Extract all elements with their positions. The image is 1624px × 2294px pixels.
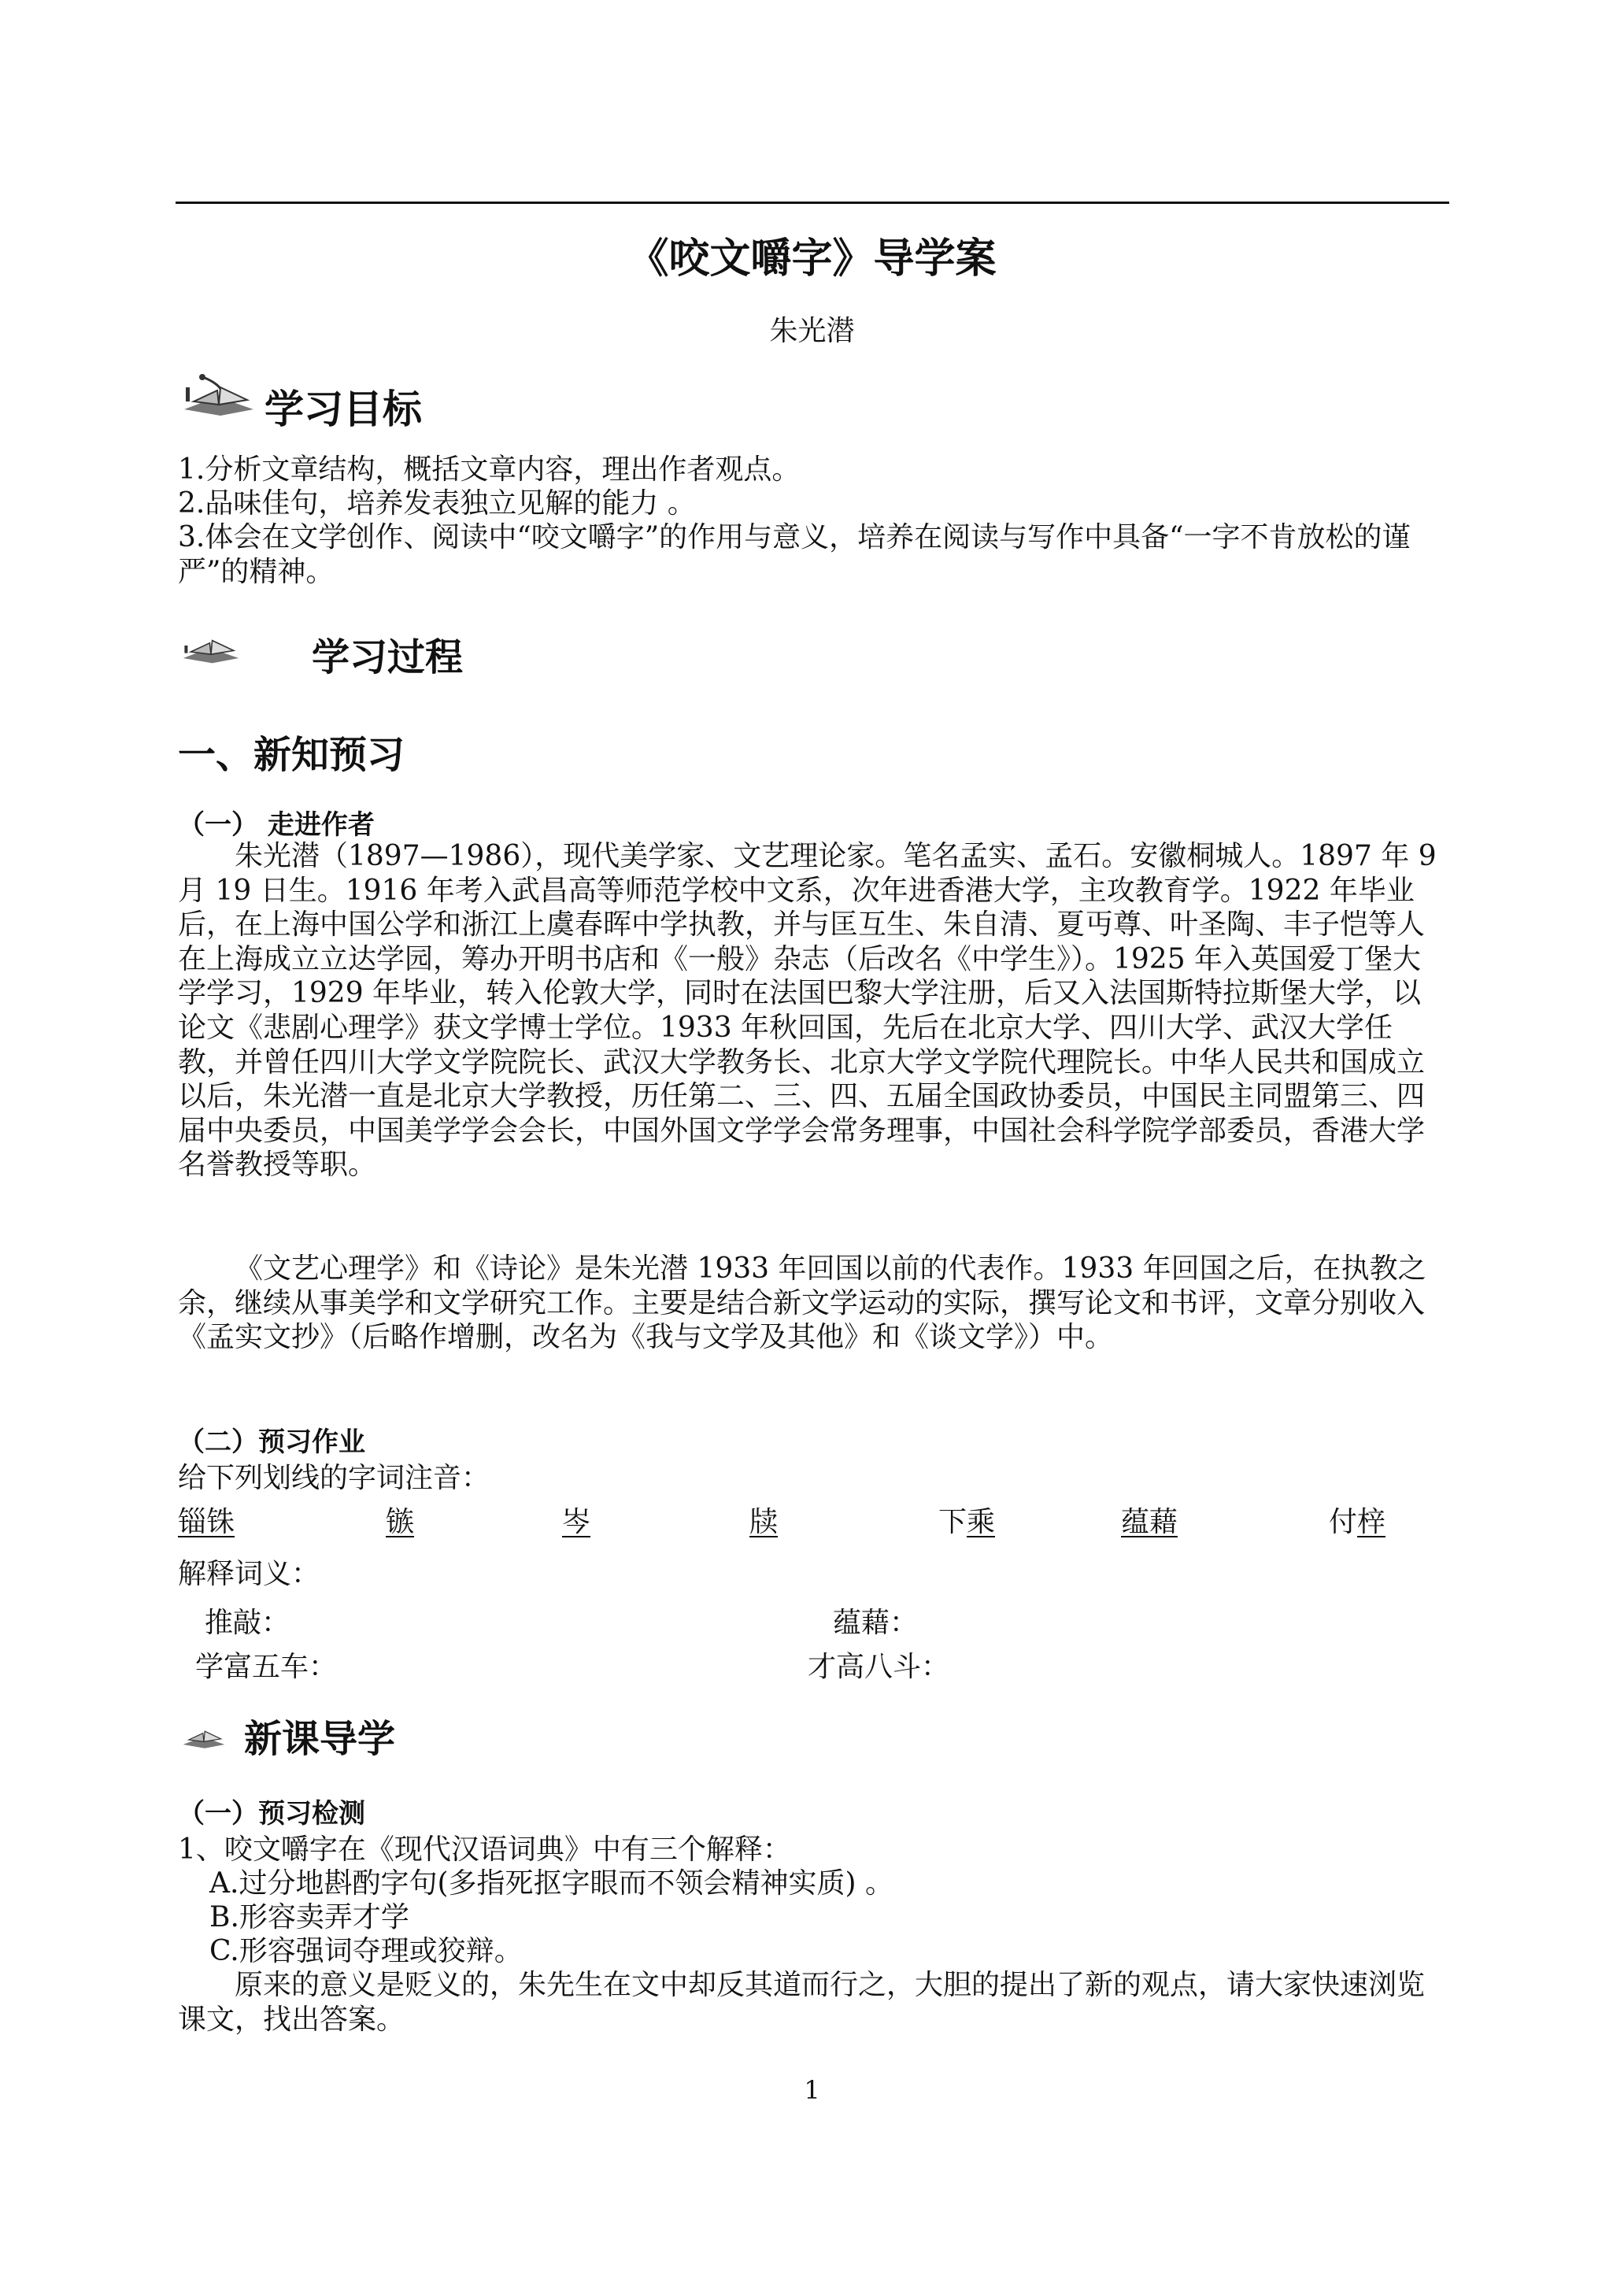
- phonetic-word: 蕴藉: [1121, 1506, 1178, 1538]
- page-title: 《咬文嚼字》导学案: [627, 235, 997, 283]
- new-lesson-heading: 新课导学: [244, 1717, 396, 1761]
- header-rule: [176, 202, 1449, 204]
- check-heading: （一）预习检测: [178, 1798, 365, 1830]
- book-icon: [178, 370, 260, 417]
- objective-item-3: 3.体会在文学创作、阅读中“咬文嚼字”的作用与意义，培养在阅读与写作中具备“一字不肯放松的谨严”的精神。: [178, 521, 1411, 588]
- phonetic-word: 付梓: [1329, 1506, 1386, 1538]
- term-caigaobadou: 才高八斗：: [808, 1651, 950, 1683]
- phonetic-word: 牍: [749, 1506, 779, 1538]
- book-icon: [178, 627, 244, 664]
- objective-item-2: 2.品味佳句，培养发表独立见解的能力 。: [178, 487, 696, 520]
- check-question: 1、咬文嚼字在《现代汉语词典》中有三个解释：: [178, 1833, 791, 1866]
- check-option-a: A.过分地斟酌字句(多指死抠字眼而不领会精神实质) 。: [209, 1867, 893, 1900]
- check-option-b: B.形容卖弄才学: [209, 1901, 409, 1933]
- author-name: 朱光潜: [769, 315, 855, 347]
- phonetic-word: 镞: [386, 1506, 415, 1538]
- homework-heading: （二）预习作业: [178, 1426, 365, 1458]
- phonetic-word: 锱铢: [178, 1506, 235, 1538]
- check-option-c: C.形容强词夺理或狡辩。: [209, 1935, 523, 1967]
- objectives-heading: 学习目标: [265, 387, 422, 432]
- process-heading: 学习过程: [312, 635, 464, 679]
- check-paragraph: 原来的意义是贬义的，朱先生在文中却反其道而行之，大胆的提出了新的观点，请大家快速浏览课文，找出答案。: [178, 1969, 1426, 2036]
- page-number: 1: [804, 2075, 820, 2105]
- phonetic-word: 岑: [562, 1506, 591, 1538]
- phonetic-prompt: 给下列划线的字词注音：: [178, 1462, 490, 1494]
- phonetic-word: 下乘: [938, 1506, 996, 1538]
- term-yunjie: 蕴藉：: [833, 1607, 919, 1639]
- objective-item-1: 1.分析文章结构，概括文章内容，理出作者观点。: [178, 453, 801, 486]
- author-bio-paragraph: 朱光潜（1897—1986），现代美学家、文艺理论家。笔名孟实、孟石。安徽桐城人。1897 年 9 月 19 日生。1916 年考入武昌高等师范学校中文系，次年进香港大学，主攻教育学。1922 年毕业后，在上海中国公学和浙江上虞春晖中学执教，并与匡互生、朱自清、夏丏尊、叶圣陶、丰子恺等人在上海成立立达学园，筹办开明书店和《一般》杂志（后改名《中学生》）。1925 年入英国爱丁堡大学学习，1929 年毕业，转入伦敦大学，同时在法国巴黎大学注册，后又入法国斯特拉斯堡大学，以论文《悲剧心理学》获文学博士学位。1933 年秋回国，先后在北京大学、四川大学、武汉大学任教，并曾任四川大学文学院院长、武汉大学教务长、北京大学文学院代理院长。中华人民共和国成立以后，朱光潜一直是北京大学教授，历任第二、三、四、五届全国政协委员，中国民主同盟第三、四届中央委员，中国美学学会会长，中国外国文学学会常务理事，中国社会科学院学部委员，香港大学名誉教授等职。: [178, 840, 1437, 1182]
- book-icon: [178, 1721, 230, 1749]
- author-works-paragraph: 《文艺心理学》和《诗论》是朱光潜 1933 年回国以前的代表作。1933 年回国之后，在执教之余，继续从事美学和文学研究工作。主要是结合新文学运动的实际，撰写论文和书评，文章分别收入《孟实文抄》（后略作增删，改名为《我与文学及其他》和《谈文学》）中。: [178, 1252, 1426, 1354]
- meaning-prompt: 解释词义：: [178, 1558, 320, 1590]
- term-xuefuwuche: 学富五车：: [195, 1651, 338, 1683]
- author-section-heading: （一） 走进作者: [178, 809, 375, 841]
- term-tuiqiao: 推敲：: [205, 1607, 290, 1639]
- preview-heading: 一、新知预习: [178, 733, 405, 777]
